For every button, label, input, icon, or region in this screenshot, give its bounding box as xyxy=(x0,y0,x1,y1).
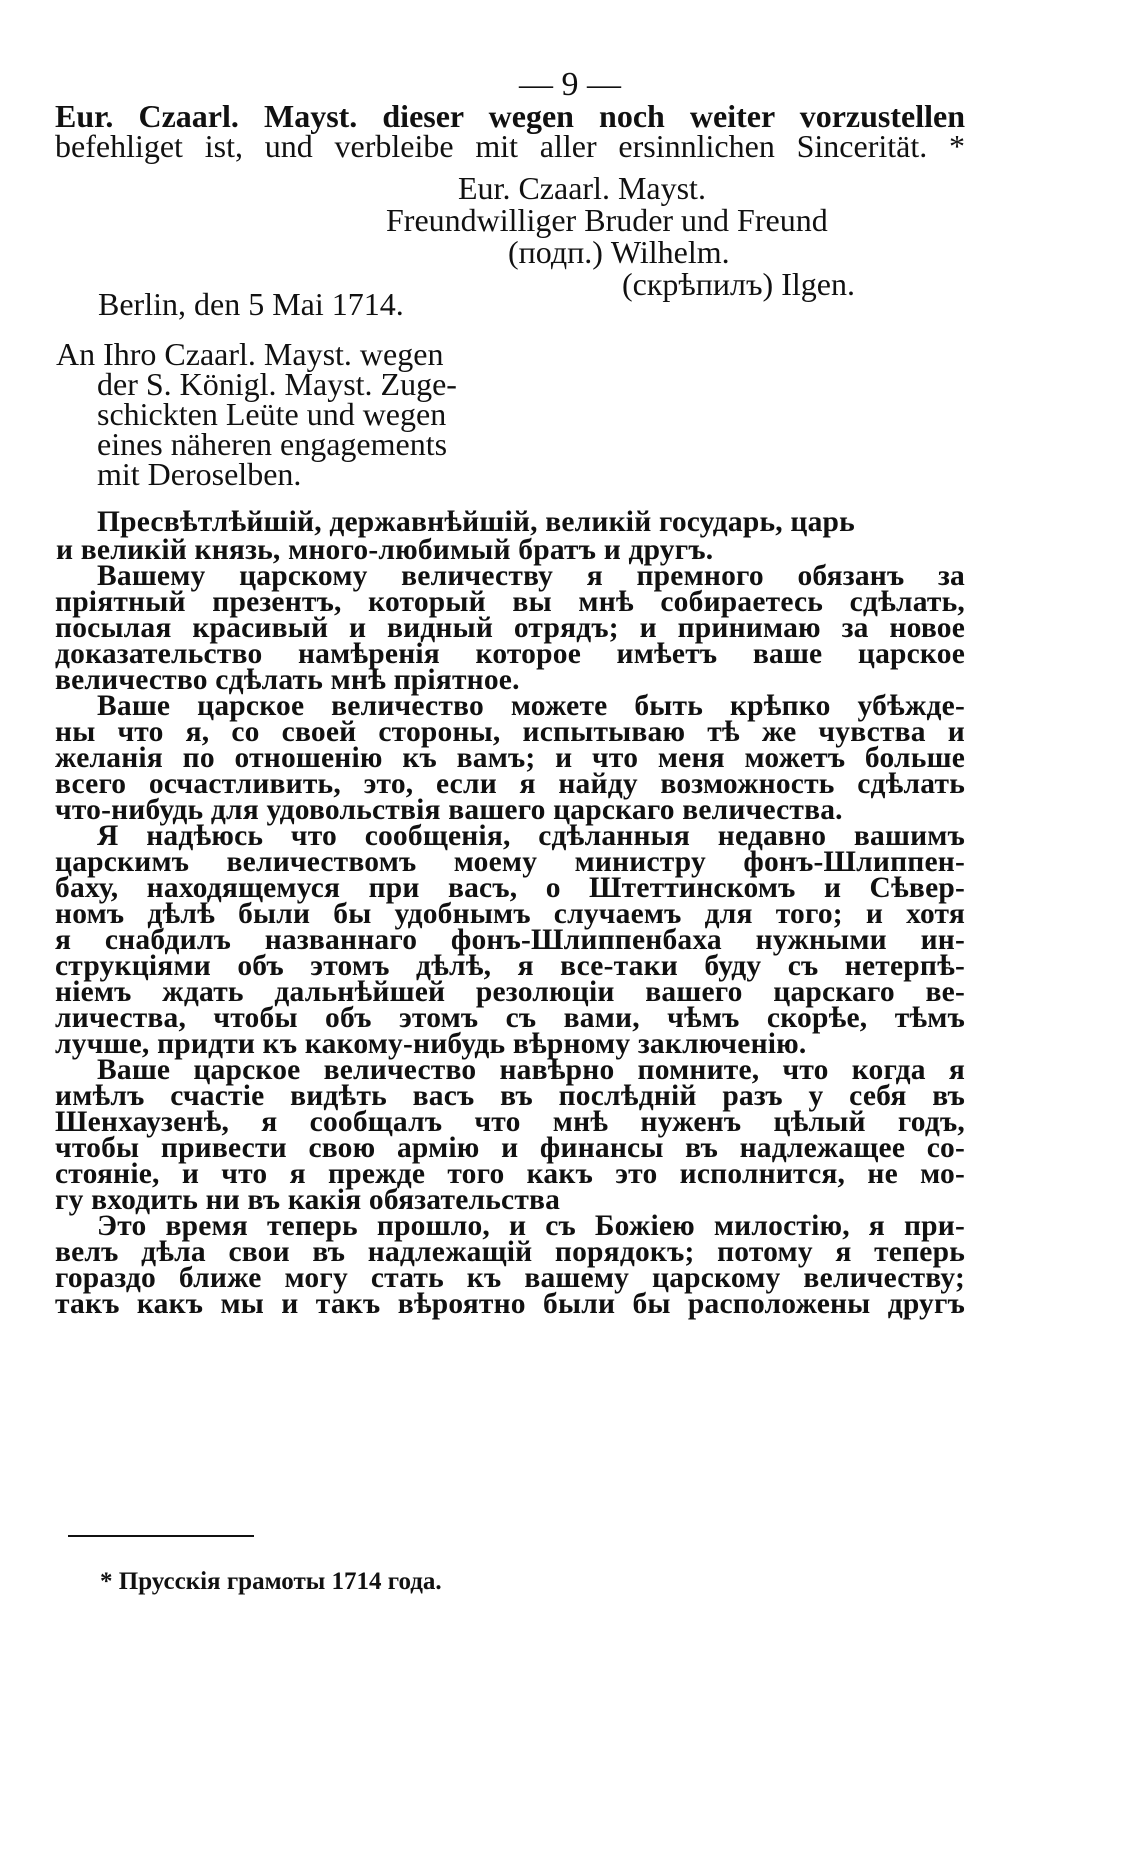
russian-text-line: Шенхаузенѣ, я сообщалъ что мнѣ нуженъ цѣлый годъ, xyxy=(55,1106,965,1138)
russian-text-line: гу входить ни въ какія обязательства xyxy=(55,1184,561,1216)
russian-text-line: имѣлъ счастіе видѣть васъ въ послѣдній разъ у себя въ xyxy=(55,1080,965,1112)
russian-text-line: Ваше царское величество навѣрно помните, что когда я xyxy=(97,1054,965,1086)
russian-text-line: что-нибудь для удовольствія вашего царскаго величества. xyxy=(55,794,843,826)
russian-text-line: Ваше царское величество можете быть крѣпко убѣжде- xyxy=(97,690,965,722)
russian-text-line: велъ дѣла свои въ надлежащій порядокъ; потому я теперь xyxy=(55,1236,965,1268)
russian-text-line: баху, находящемуся при васъ, о Штеттинскомъ и Сѣвер- xyxy=(55,872,965,904)
russian-text-line: номъ дѣлѣ были бы удобнымъ случаемъ для того; и хотя xyxy=(55,898,965,930)
german-intro-line: befehliget ist, und verbleibe mit aller ersinnlichen Sincerität. * xyxy=(55,128,965,164)
subject-line: eines näheren engagements xyxy=(97,426,448,462)
russian-text-line: ны что я, со своей стороны, испытываю тѣ же чувства и xyxy=(55,716,965,748)
russian-text-line: чтобы привести свою армію и финансы въ надлежащее со- xyxy=(55,1132,965,1164)
german-intro-line: Eur. Czaarl. Mayst. dieser wegen noch weiter vorzustellen xyxy=(55,98,965,134)
russian-text-line: Я надѣюсь что сообщенія, сдѣланныя недавно вашимъ xyxy=(97,820,965,852)
russian-text-line: величество сдѣлать мнѣ пріятное. xyxy=(55,664,520,696)
russian-text-line: пріятный презентъ, который вы мнѣ собираетесь сдѣлать, xyxy=(55,586,965,618)
russian-text-line: я снабдилъ названнаго фонъ-Шлиппенбаха нужными ин- xyxy=(55,924,965,956)
closing-majesty: Eur. Czaarl. Mayst. xyxy=(458,170,706,206)
subject-line: An Ihro Czaarl. Mayst. wegen xyxy=(56,336,444,372)
russian-text-line: Это время теперь прошло, и съ Божіею милостію, я при- xyxy=(97,1210,965,1242)
russian-text-line: Вашему царскому величеству я премного обязанъ за xyxy=(97,560,965,592)
countersignature-ilgen: (скрѣпилъ) Ilgen. xyxy=(622,266,855,302)
footnote-rule xyxy=(68,1535,254,1537)
place-date: Berlin, den 5 Mai 1714. xyxy=(98,286,404,322)
russian-text-line: стояніе, и что я прежде того какъ это исполнится, не мо- xyxy=(55,1158,965,1190)
russian-text-line: и великій князь, много-любимый братъ и другъ. xyxy=(56,534,714,566)
russian-text-line: личества, чтобы объ этомъ съ вами, чѣмъ скорѣе, тѣмъ xyxy=(55,1002,965,1034)
russian-text-line: лучше, придти къ какому-нибудь вѣрному заключенію. xyxy=(55,1028,807,1060)
russian-text-line: посылая красивый и видный отрядъ; и принимаю за новое xyxy=(55,612,965,644)
russian-text-line: струкціями объ этомъ дѣлѣ, я все-таки буду съ нетерпѣ- xyxy=(55,950,965,982)
footnote: * Прусскія грамоты 1714 года. xyxy=(100,1568,442,1595)
russian-text-line: всего осчастливить, это, если я найду возможность сдѣлать xyxy=(55,768,965,800)
russian-text-line: Пресвѣтлѣйшій, державнѣйшій, великій государь, царь xyxy=(97,506,855,538)
russian-text-line: царскимъ величествомъ моему министру фонъ-Шлиппен- xyxy=(55,846,965,878)
subject-line: der S. Königl. Mayst. Zuge- xyxy=(97,366,457,402)
russian-text-line: такъ какъ мы и такъ вѣроятно были бы расположены другъ xyxy=(55,1288,965,1320)
subject-line: schickten Leüte und wegen xyxy=(97,396,447,432)
russian-text-line: желанія по отношенію къ вамъ; и что меня можетъ больше xyxy=(55,742,965,774)
closing-brother: Freundwilliger Bruder und Freund xyxy=(386,202,828,238)
russian-text-line: доказательство намѣренія которое имѣетъ ваше царское xyxy=(55,638,965,670)
russian-text-line: гораздо ближе могу стать къ вашему царскому величеству; xyxy=(55,1262,965,1294)
page-number: — 9 — xyxy=(519,66,621,103)
subject-line: mit Deroselben. xyxy=(97,456,302,492)
russian-text-line: ніемъ ждать дальнѣйшей резолюціи вашего царскаго ве- xyxy=(55,976,965,1008)
signature-wilhelm: (подп.) Wilhelm. xyxy=(508,234,730,270)
